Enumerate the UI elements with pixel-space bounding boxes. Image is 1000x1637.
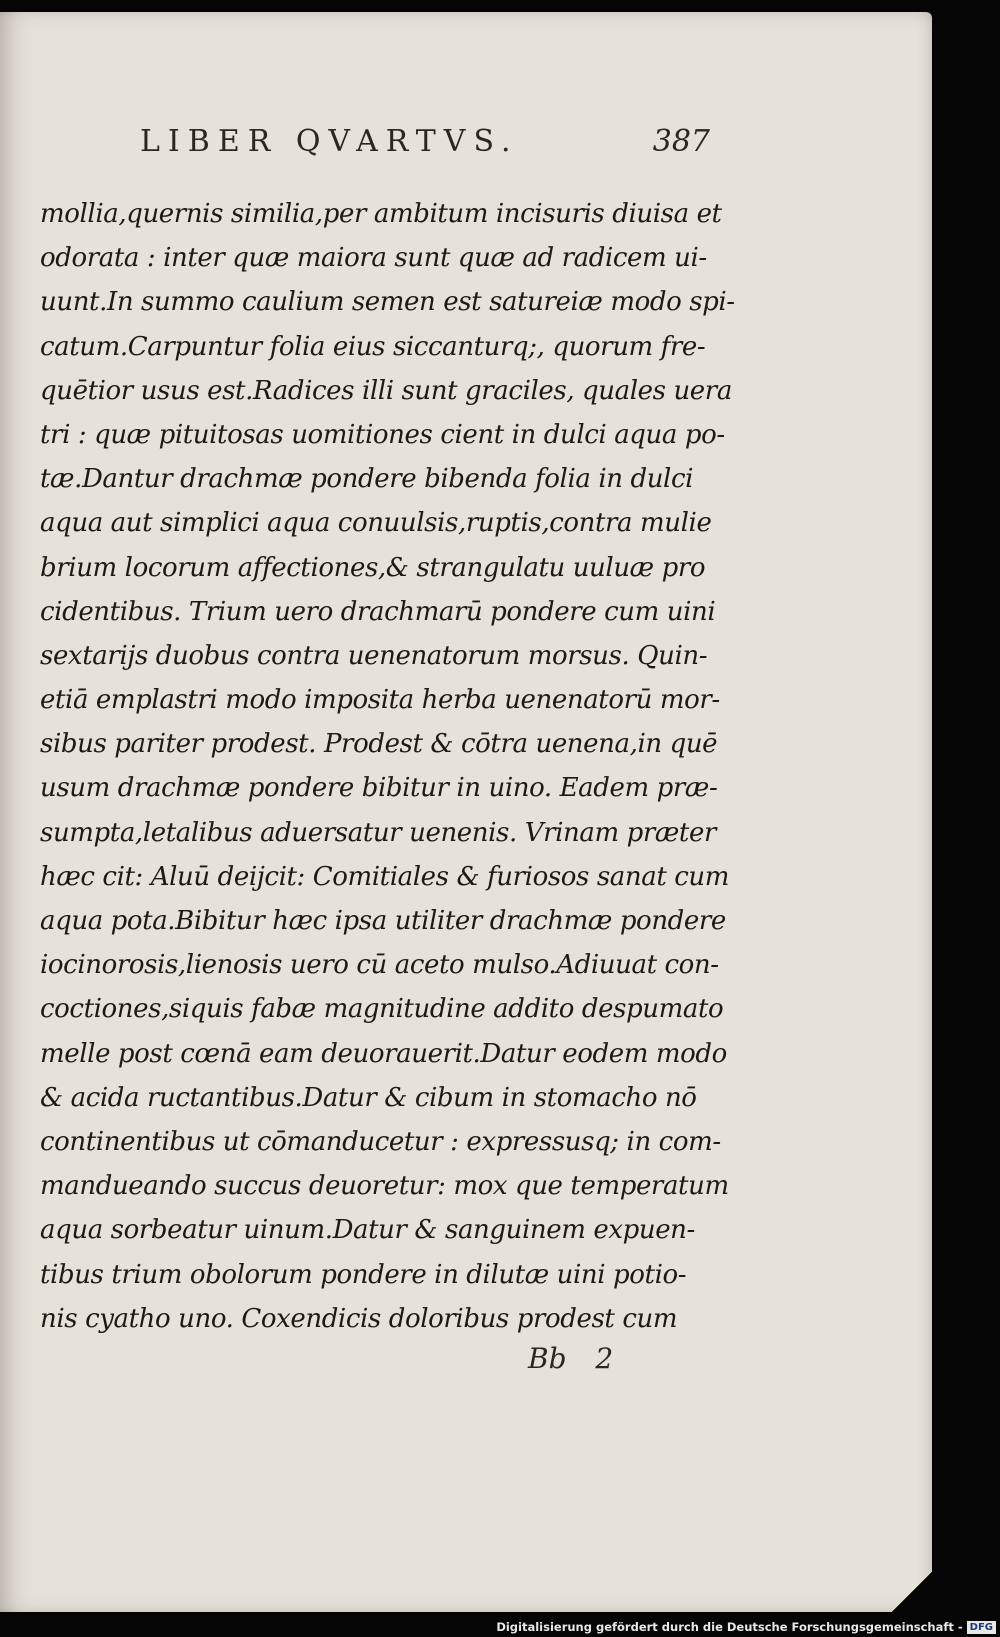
text-line: uunt.In summo caulium semen est satureiæ modo spi- — [40, 287, 735, 318]
text-line: mollia,quernis similia,per ambitum incisuris diuisa et — [40, 199, 722, 229]
digitization-credit — [496, 1620, 996, 1634]
running-title: LIBER QVARTVS. — [140, 124, 519, 159]
text-line: continentibus ut cōmanducetur : expressusq; in com- — [40, 1126, 721, 1157]
text-line: iocinorosis,lienosis uero cū aceto mulso.Adiuuat con- — [40, 950, 719, 981]
page-number: 387 — [652, 124, 710, 159]
credit-text: Digitalisierung gefördert durch die Deutsche Forschungsgemeinschaft - — [496, 1620, 963, 1634]
text-line: usum drachmæ pondere bibitur in uino. Eadem præ- — [40, 773, 718, 804]
text-line: aqua pota.Bibitur hæc ipsa utiliter drachmæ pondere — [40, 906, 726, 936]
text-line: hæc cit: Aluū deijcit: Comitiales & furiosos sanat cum — [40, 861, 729, 892]
body-text — [40, 192, 735, 1341]
running-head — [140, 124, 710, 159]
text-line: quētior usus est.Radices illi sunt graciles, quales uera — [40, 375, 732, 406]
text-line: sumpta,letalibus aduersatur uenenis. Vrinam præter — [40, 817, 716, 848]
text-line: tæ.Dantur drachmæ pondere bibenda folia in dulci — [40, 464, 694, 495]
text-line: catum.Carpuntur folia eius siccanturq;, quorum fre- — [40, 331, 706, 362]
text-line: melle post cœnā eam deuorauerit.Datur eodem modo — [40, 1038, 727, 1069]
dfg-logo-icon: DFG — [967, 1621, 996, 1634]
text-line: cidentibus. Trium uero drachmarū pondere cum uini — [40, 596, 716, 627]
text-line: sibus pariter prodest. Prodest & cōtra uenena,in quē — [40, 729, 718, 760]
signature-mark: Bb 2 — [528, 1342, 614, 1375]
text-line: sextarijs duobus contra uenenatorum morsus. Quin- — [40, 640, 708, 671]
text-line: brium locorum affectiones,& strangulatu uuluæ pro — [40, 552, 706, 583]
text-line: nis cyatho uno. Coxendicis doloribus prodest cum — [40, 1303, 678, 1334]
text-line: etiā emplastri modo imposita herba uenenatorū mor- — [40, 685, 720, 716]
text-line: tibus trium obolorum pondere in dilutæ uini potio- — [40, 1259, 687, 1290]
text-line: aqua aut simplici aqua conuulsis,ruptis,contra mulie — [40, 508, 712, 539]
text-line: & acida ructantibus.Datur & cibum in stomacho nō — [40, 1082, 697, 1113]
text-line: odorata : inter quæ maiora sunt quæ ad radicem ui- — [40, 243, 707, 274]
text-line: coctiones,siquis fabæ magnitudine addito despumato — [40, 994, 724, 1025]
text-line: tri : quæ pituitosas uomitiones cient in dulci aqua po- — [40, 419, 725, 450]
text-line: mandueando succus deuoretur: mox que temperatum — [40, 1171, 729, 1202]
text-line: aqua sorbeatur uinum.Datur & sanguinem expuen- — [40, 1215, 695, 1246]
book-page — [0, 12, 932, 1612]
